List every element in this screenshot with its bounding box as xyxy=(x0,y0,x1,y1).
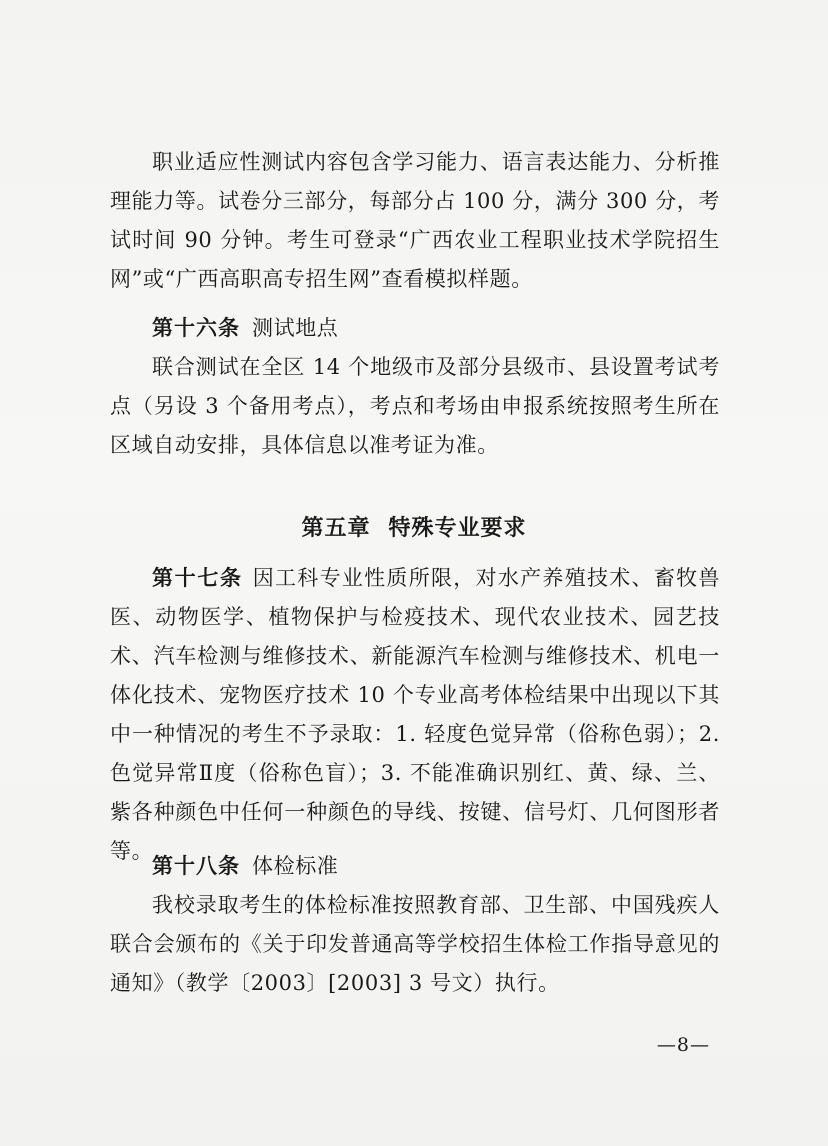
article-18 xyxy=(110,847,720,1003)
article-18-heading xyxy=(110,847,720,886)
paragraph-aptitude-test: 职业适应性测试内容包含学习能力、语言表达能力、分析推理能力等。试卷分三部分，每部分占 100 分，满分 300 分，考试时间 90 分钟。考生可登录“广西农业工程职业技术学院招生网”或“广西高职高专招生网”查看模拟样题。 xyxy=(110,150,720,291)
article-17-title: 第十七条 xyxy=(152,566,243,590)
article-18-title: 第十八条 xyxy=(152,854,240,878)
article-18-name: 体检标准 xyxy=(252,854,339,878)
chapter-title: 特殊专业要求 xyxy=(388,516,527,541)
article-16-title: 第十六条 xyxy=(152,316,240,340)
article-17 xyxy=(110,559,720,871)
article-17-text: 因工科专业性质所限，对水产养殖技术、畜牧兽医、动物医学、植物保护与检疫技术、现代农业技术、园艺技术、汽车检测与维修技术、新能源汽车检测与维修技术、机电一体化技术、宠物医疗技术 10 个专业高考体检结果中出现以下其中一种情况的考生不予录取：1. 轻度色觉异常（俗称色弱）；2. 色觉异常Ⅱ度（俗称色盲）；3. 不能准确识别红、黄、绿、兰、紫各种颜色中任何一种颜色的导线、按键、信号灯、几何图形者等。 xyxy=(110,566,720,863)
section-top xyxy=(110,143,720,299)
article-16-text: 联合测试在全区 14 个地级市及部分县级市、县设置考试考点（另设 3 个备用考点），考点和考场由申报系统按照考生所在区域自动安排，具体信息以准考证为准。 xyxy=(110,355,720,457)
article-18-text: 我校录取考生的体检标准按照教育部、卫生部、中国残疾人联合会颁布的《关于印发普通高等学校招生体检工作指导意见的通知》（教学〔2003〕[2003] 3 号文）执行。 xyxy=(110,893,720,995)
chapter-number: 第五章 xyxy=(301,516,371,541)
article-16-name: 测试地点 xyxy=(252,316,339,340)
article-16-heading xyxy=(110,309,720,348)
chapter-heading xyxy=(0,511,828,542)
article-17-paragraph xyxy=(110,559,720,871)
page-number: —8— xyxy=(656,1034,710,1056)
article-16 xyxy=(110,309,720,465)
